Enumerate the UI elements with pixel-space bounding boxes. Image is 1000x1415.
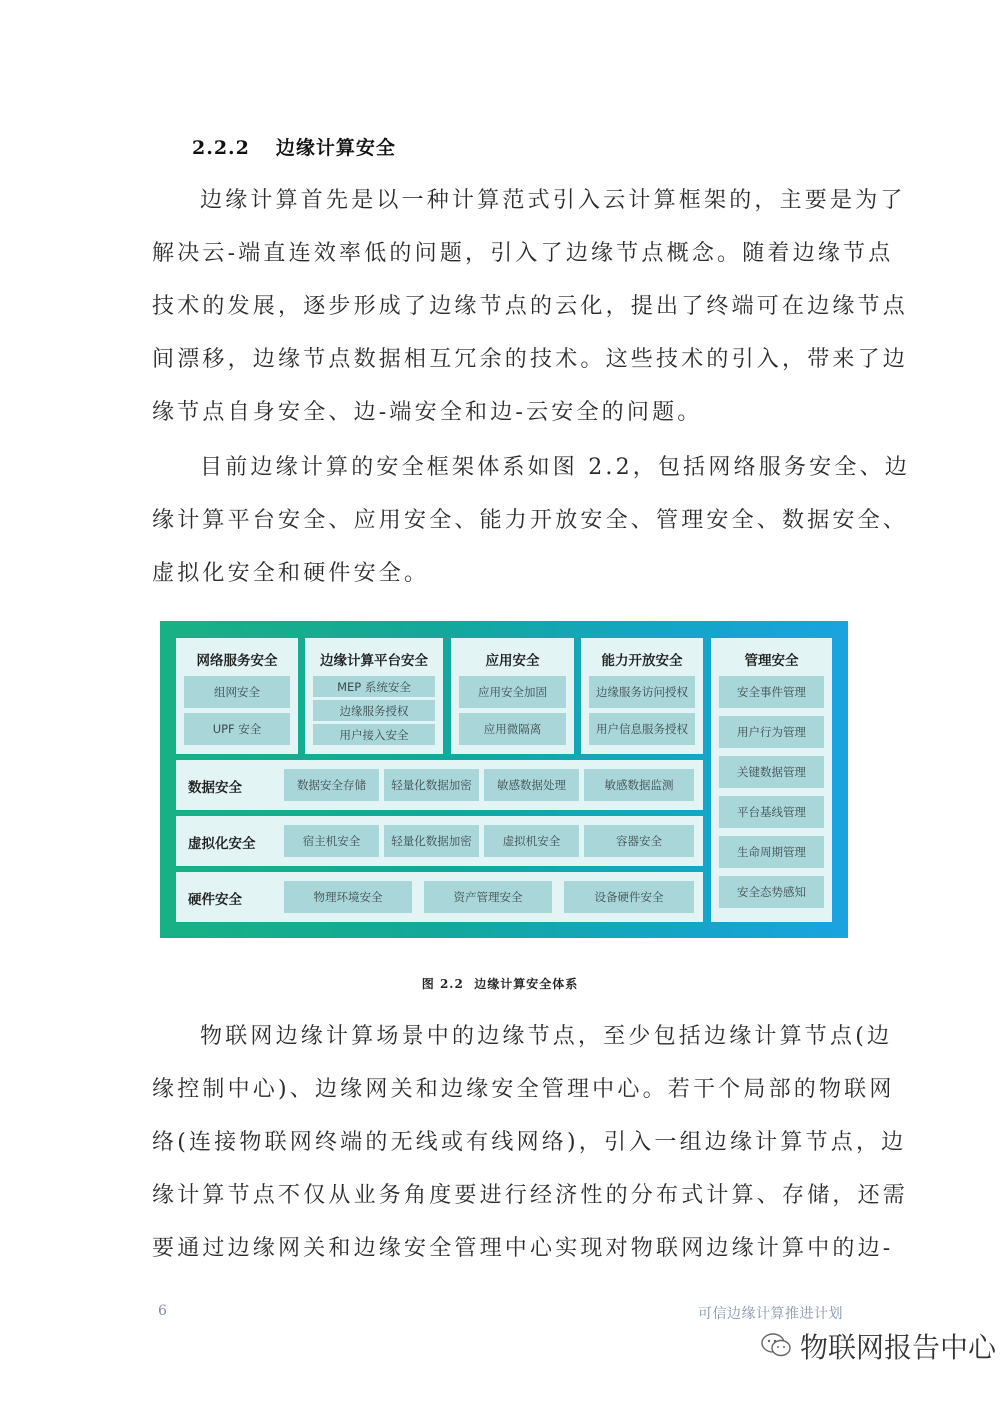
panel-capability-exposure-security xyxy=(581,638,703,754)
paragraph-line: 技术的发展，逐步形成了边缘节点的云化，提出了终端可在边缘节点 xyxy=(152,294,909,319)
running-footer-title: 可信边缘计算推进计划 xyxy=(698,1306,843,1322)
chip: 安全态势感知 xyxy=(719,876,824,908)
section-title: 边缘计算安全 xyxy=(275,137,396,159)
chip: 数据安全存储 xyxy=(284,769,379,801)
row-hardware-security xyxy=(176,872,703,922)
panel-title: 能力开放安全 xyxy=(601,653,683,669)
figure-label: 图 2.2 xyxy=(421,977,464,991)
chip: 敏感数据监测 xyxy=(584,769,694,801)
chip: 轻量化数据加密 xyxy=(384,825,479,857)
chip: 轻量化数据加密 xyxy=(384,769,479,801)
paragraph-line: 解决云-端直连效率低的问题，引入了边缘节点概念。随着边缘节点 xyxy=(152,241,894,266)
chip: 应用微隔离 xyxy=(459,713,566,745)
row-virtualization-security xyxy=(176,816,703,866)
paragraph-line: 物联网边缘计算场景中的边缘节点，至少包括边缘计算节点(边 xyxy=(200,1024,893,1049)
row-label: 数据安全 xyxy=(188,780,242,796)
chip: 组网安全 xyxy=(184,676,290,708)
row-data-security xyxy=(176,760,703,810)
paragraph-2 xyxy=(152,441,910,600)
figure-caption xyxy=(0,975,1000,992)
chip: 边缘服务授权 xyxy=(313,700,435,721)
panel-network-service-security xyxy=(176,638,298,754)
row-label: 硬件安全 xyxy=(188,892,242,908)
chip: 敏感数据处理 xyxy=(484,769,579,801)
chip: 容器安全 xyxy=(584,825,694,857)
paragraph-line: 缘计算节点不仅从业务角度要进行经济性的分布式计算、存储，还需 xyxy=(152,1183,909,1208)
chip: 边缘服务访问授权 xyxy=(589,676,695,708)
paragraph-line: 络(连接物联网终端的无线或有线网络)，引入一组边缘计算节点，边 xyxy=(152,1130,907,1155)
chip: 资产管理安全 xyxy=(424,881,552,913)
chip: 用户行为管理 xyxy=(719,716,824,748)
chip: 用户信息服务授权 xyxy=(589,713,695,745)
panel-management-security xyxy=(711,638,832,922)
paragraph-line: 缘节点自身安全、边-端安全和边-云安全的问题。 xyxy=(152,400,703,425)
paragraph-line: 虚拟化安全和硬件安全。 xyxy=(152,561,430,586)
chip: 生命周期管理 xyxy=(719,836,824,868)
chip: UPF 安全 xyxy=(184,713,290,745)
section-heading xyxy=(192,133,396,160)
panel-title: 边缘计算平台安全 xyxy=(320,653,428,669)
paragraph-line: 间漂移，边缘节点数据相互冗余的技术。这些技术的引入，带来了边 xyxy=(152,347,909,372)
watermark-text: 物联网报告中心 xyxy=(800,1331,997,1364)
paragraph-1 xyxy=(152,174,909,439)
paragraph-line: 要通过边缘网关和边缘安全管理中心实现对物联网边缘计算中的边- xyxy=(152,1236,894,1261)
row-label: 虚拟化安全 xyxy=(188,836,256,852)
security-framework-diagram xyxy=(160,621,848,938)
chip: 安全事件管理 xyxy=(719,676,824,708)
paragraph-line: 缘计算平台安全、应用安全、能力开放安全、管理安全、数据安全、 xyxy=(152,508,909,533)
chip: 关键数据管理 xyxy=(719,756,824,788)
chip: 宿主机安全 xyxy=(284,825,379,857)
panel-edge-platform-security xyxy=(305,638,443,754)
chip: MEP 系统安全 xyxy=(313,676,435,697)
chip: 物理环境安全 xyxy=(284,881,412,913)
chip: 应用安全加固 xyxy=(459,676,566,708)
panel-title: 管理安全 xyxy=(744,653,799,669)
wechat-icon xyxy=(760,1331,794,1361)
page-number: 6 xyxy=(158,1303,167,1319)
chip: 用户接入安全 xyxy=(313,724,435,745)
panel-title: 网络服务安全 xyxy=(196,653,278,669)
paragraph-line: 缘控制中心)、边缘网关和边缘安全管理中心。若干个局部的物联网 xyxy=(152,1077,895,1102)
chip: 平台基线管理 xyxy=(719,796,824,828)
section-number: 2.2.2 xyxy=(192,137,250,159)
chip: 设备硬件安全 xyxy=(564,881,694,913)
paragraph-3 xyxy=(152,1010,909,1275)
figure-title: 边缘计算安全体系 xyxy=(474,977,579,991)
chip: 虚拟机安全 xyxy=(484,825,579,857)
paragraph-line: 目前边缘计算的安全框架体系如图 2.2，包括网络服务安全、边 xyxy=(200,455,910,480)
panel-title: 应用安全 xyxy=(485,653,540,669)
paragraph-line: 边缘计算首先是以一种计算范式引入云计算框架的，主要是为了 xyxy=(200,188,906,213)
watermark xyxy=(760,1326,996,1366)
panel-application-security xyxy=(451,638,574,754)
